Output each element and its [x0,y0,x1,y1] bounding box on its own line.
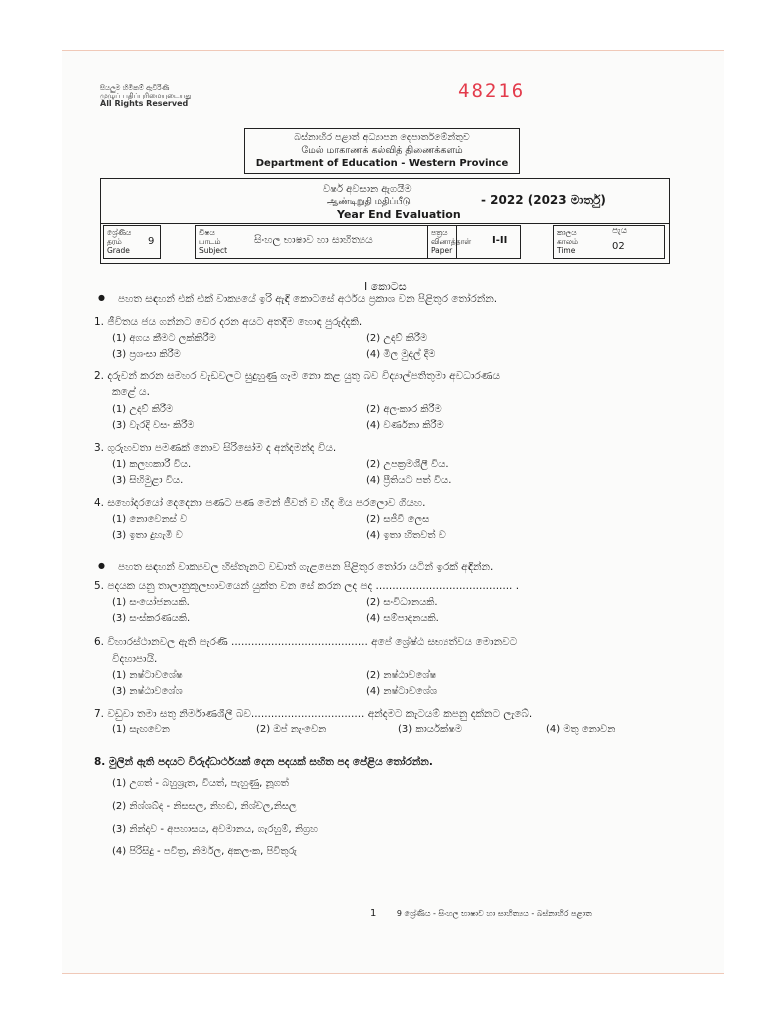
time-cell [553,225,665,259]
exam-title-row [101,179,669,224]
q7-option-2: (2) ඔප් නැංවෙන [256,724,327,735]
time-label-en: Time [557,246,576,255]
q5-option-3: (3) සංස්කරණයකි. [112,613,191,624]
part-title: I කොටස [364,280,407,293]
q2-option-1: (1) උදව් කිරීම [112,404,174,415]
subject-label-en: Subject [199,246,228,255]
q2-option-2: (2) අලංකාර කිරීම [366,404,442,415]
q3-option-2: (2) උපක්‍රමශීලී විය. [366,459,449,470]
copyright-notice [100,84,192,108]
subject-value: සිංහල භාෂාව හා සාහිත්‍යය [254,234,373,246]
question-2-cont: කළේ ය. [112,386,150,398]
q3-option-1: (1) කලහකාරී විය. [112,459,192,470]
page-number: 1 [370,908,377,919]
time-value: 02 [612,241,625,252]
paper-value: I-II [492,235,508,246]
q6-option-3: (3) නෂ්ඨාවශේශ [112,686,183,697]
question-2: 2. දරුවන් කරන සමහර වැඩවලට සුදුහුණු ගෑම නො කළ යුතු බව විද්‍යාල්පතිතුමා අවධාරණය [94,370,501,382]
copyright-ta: முழுப் பதிப்புரிமையுடையது [100,92,192,100]
q4-option-3: (3) ඉතා දුහැමි ව [112,530,183,541]
time-label-ta: காலம் [557,237,578,246]
q6-option-2: (2) නෂ්ඨාවශේෂ [366,670,437,681]
exam-header [100,178,670,264]
grade-value: 9 [148,236,155,247]
page-footer [370,908,592,919]
question-6: 6. විහාරස්ථානවල ඇති පැරණි ......................................... අපේ ශ්‍රේෂ්ඨ සභ්‍යත්වය මොනවට [94,636,518,648]
q4-option-4: (4) ඉතා හිතවත් ව [366,530,446,541]
serial-number: 48216 [458,80,526,102]
q8-option-4: (4) පිරිසිදු - පවිත්‍ර, නිර්මල, අකලංක, පිවිතුරු [112,846,297,857]
q1-option-1: (1) අගය කීමට ලක්කිරීම [112,333,216,344]
question-3: 3. ගුරුහවතා පමණක් නොව සිරිසෝම ද අන්දමන්ද විය. [94,442,337,454]
q7-option-1: (1) සැඟවෙන [112,724,170,735]
question-5: 5. පදයක යනු තාලානුකූලභාවයෙන් යුක්ත වන සේ කරන ලද පද ......................................... . [94,580,520,592]
q4-option-1: (1) නොවෙනස් ව [112,514,188,525]
instruction-a: ● පහත සඳහන් එක් එක් වාක්‍යයේ ඉරි ඇඳි කොටසේ අර්ථය ප්‍රකාශ වන පිළිතුර තෝරන්න. [118,293,497,306]
department-ta: மேல் மாகாணக் கல்வித் திணைக்களம் [301,145,463,156]
paper-label-si: පත්‍රය [431,228,448,237]
time-unit: පැය [612,226,628,236]
paper-label-en: Paper [431,246,453,255]
subject-label-si: විෂය [199,228,215,237]
q2-option-3: (3) වැරදි වසං කිරීම [112,420,195,431]
grade-label-si: ශ්‍රේණිය [107,228,132,237]
q5-option-1: (1) සංයෝජනයකි. [112,597,190,608]
grade-cell [103,225,161,259]
q1-option-4: (4) මිල මුදල් දීම [366,349,436,360]
exam-info-row [101,223,669,263]
instruction-b: ● පහත සඳහන් වාක්‍යවල හිස්තැනට වඩාත් ගැළපෙන පිළිතුර තෝරා යටින් ඉරක් අඳින්න. [118,561,493,574]
q5-option-4: (4) සම්පාදනයකි. [366,613,439,624]
exam-year: - 2022 (2023 මාර්තු) [481,193,606,207]
exam-title-si: වර්ෂ අවසාන ඇගයීම [323,184,412,195]
subject-label-ta: பாடம் [199,237,221,246]
q2-option-4: (4) වර්ණනා කිරීම [366,420,444,431]
department-si: බස්නාහිර පළාත් අධ්‍යාපන දෙපාර්තමේන්තුව [294,132,470,143]
footer-text: 9 ශ්‍රේණිය - සිංහල භාෂාව හා සාහිත්‍යය - බස්නාහිර පළාත [396,909,592,918]
q3-option-4: (4) ප්‍රීතියට පත් විය. [366,475,452,486]
q8-option-2: (2) නිශ්ශබ්ද - නිසසල, නිහඬ, නිශ්චල,නිසල [112,801,297,812]
exam-title-ta: ஆண்டிறுதி மதிப்பீடு [327,197,411,207]
q6-option-4: (4) නෂ්ටාවශේශ [366,686,438,697]
q8-option-3: (3) නින්දාව - අපහාසය, අවමානය, ගැරහුම්, නිග්‍රහ [112,824,319,835]
exam-title-en: Year End Evaluation [337,208,461,221]
grade-label-ta: தரம் [107,237,122,246]
department-en: Department of Education - Western Province [255,158,509,169]
copyright-si: සියලුම හිමිකම් ඇවිරිණි [100,84,170,92]
question-1: 1. ජීවිතය ජය ගන්නට වෙර දරන අයට අතදීම හොඳ පුරුද්දකි. [94,316,363,328]
subject-cell [195,225,457,259]
q5-option-2: (2) සංවිධානයකි. [366,597,438,608]
question-4: 4. සහෝදරයෝ දෙදෙනා පණට පණ මෙන් ජීවත් ව හිද මිය පරලොව ගියහ. [94,497,426,509]
paper-label-ta: வினாத்தாள் [431,237,472,246]
q8-option-1: (1) උගත් - බහුශ්‍රැත, වියත්, පැහුණු, නූගත් [112,778,289,789]
question-8: 8. මුලින් ඇති පදයට විරුද්ධාර්ථයක් දෙන පදයක් සහිත පද පේළිය තෝරන්න. [94,756,433,768]
q1-option-2: (2) උදව් කිරීම [366,333,428,344]
q3-option-3: (3) සිහිමුළා විය. [112,475,184,486]
paper-cell [427,225,521,259]
question-7: 7. වඩුවා තමා සතු නිර්මාණශීලී බව.................................. අන්දමට කැටයම් කපනු දක්නට ලැබේ. [94,708,533,720]
copyright-en: All Rights Reserved [100,99,189,108]
time-label-si: කාලය [557,228,577,237]
question-6-cont: විදහාපායි. [112,653,158,665]
department-box [244,128,520,174]
q7-option-4: (4) මතු නොවන [546,724,616,735]
q6-option-1: (1) නෂ්ටාවශේෂ [112,670,183,681]
grade-label-en: Grade [107,246,130,255]
q1-option-3: (3) ප්‍රශංසා කිරීම [112,349,181,360]
q4-option-2: (2) සජීවී ලෙස [366,514,430,525]
q7-option-3: (3) කාර්යක්ෂම [398,724,463,735]
